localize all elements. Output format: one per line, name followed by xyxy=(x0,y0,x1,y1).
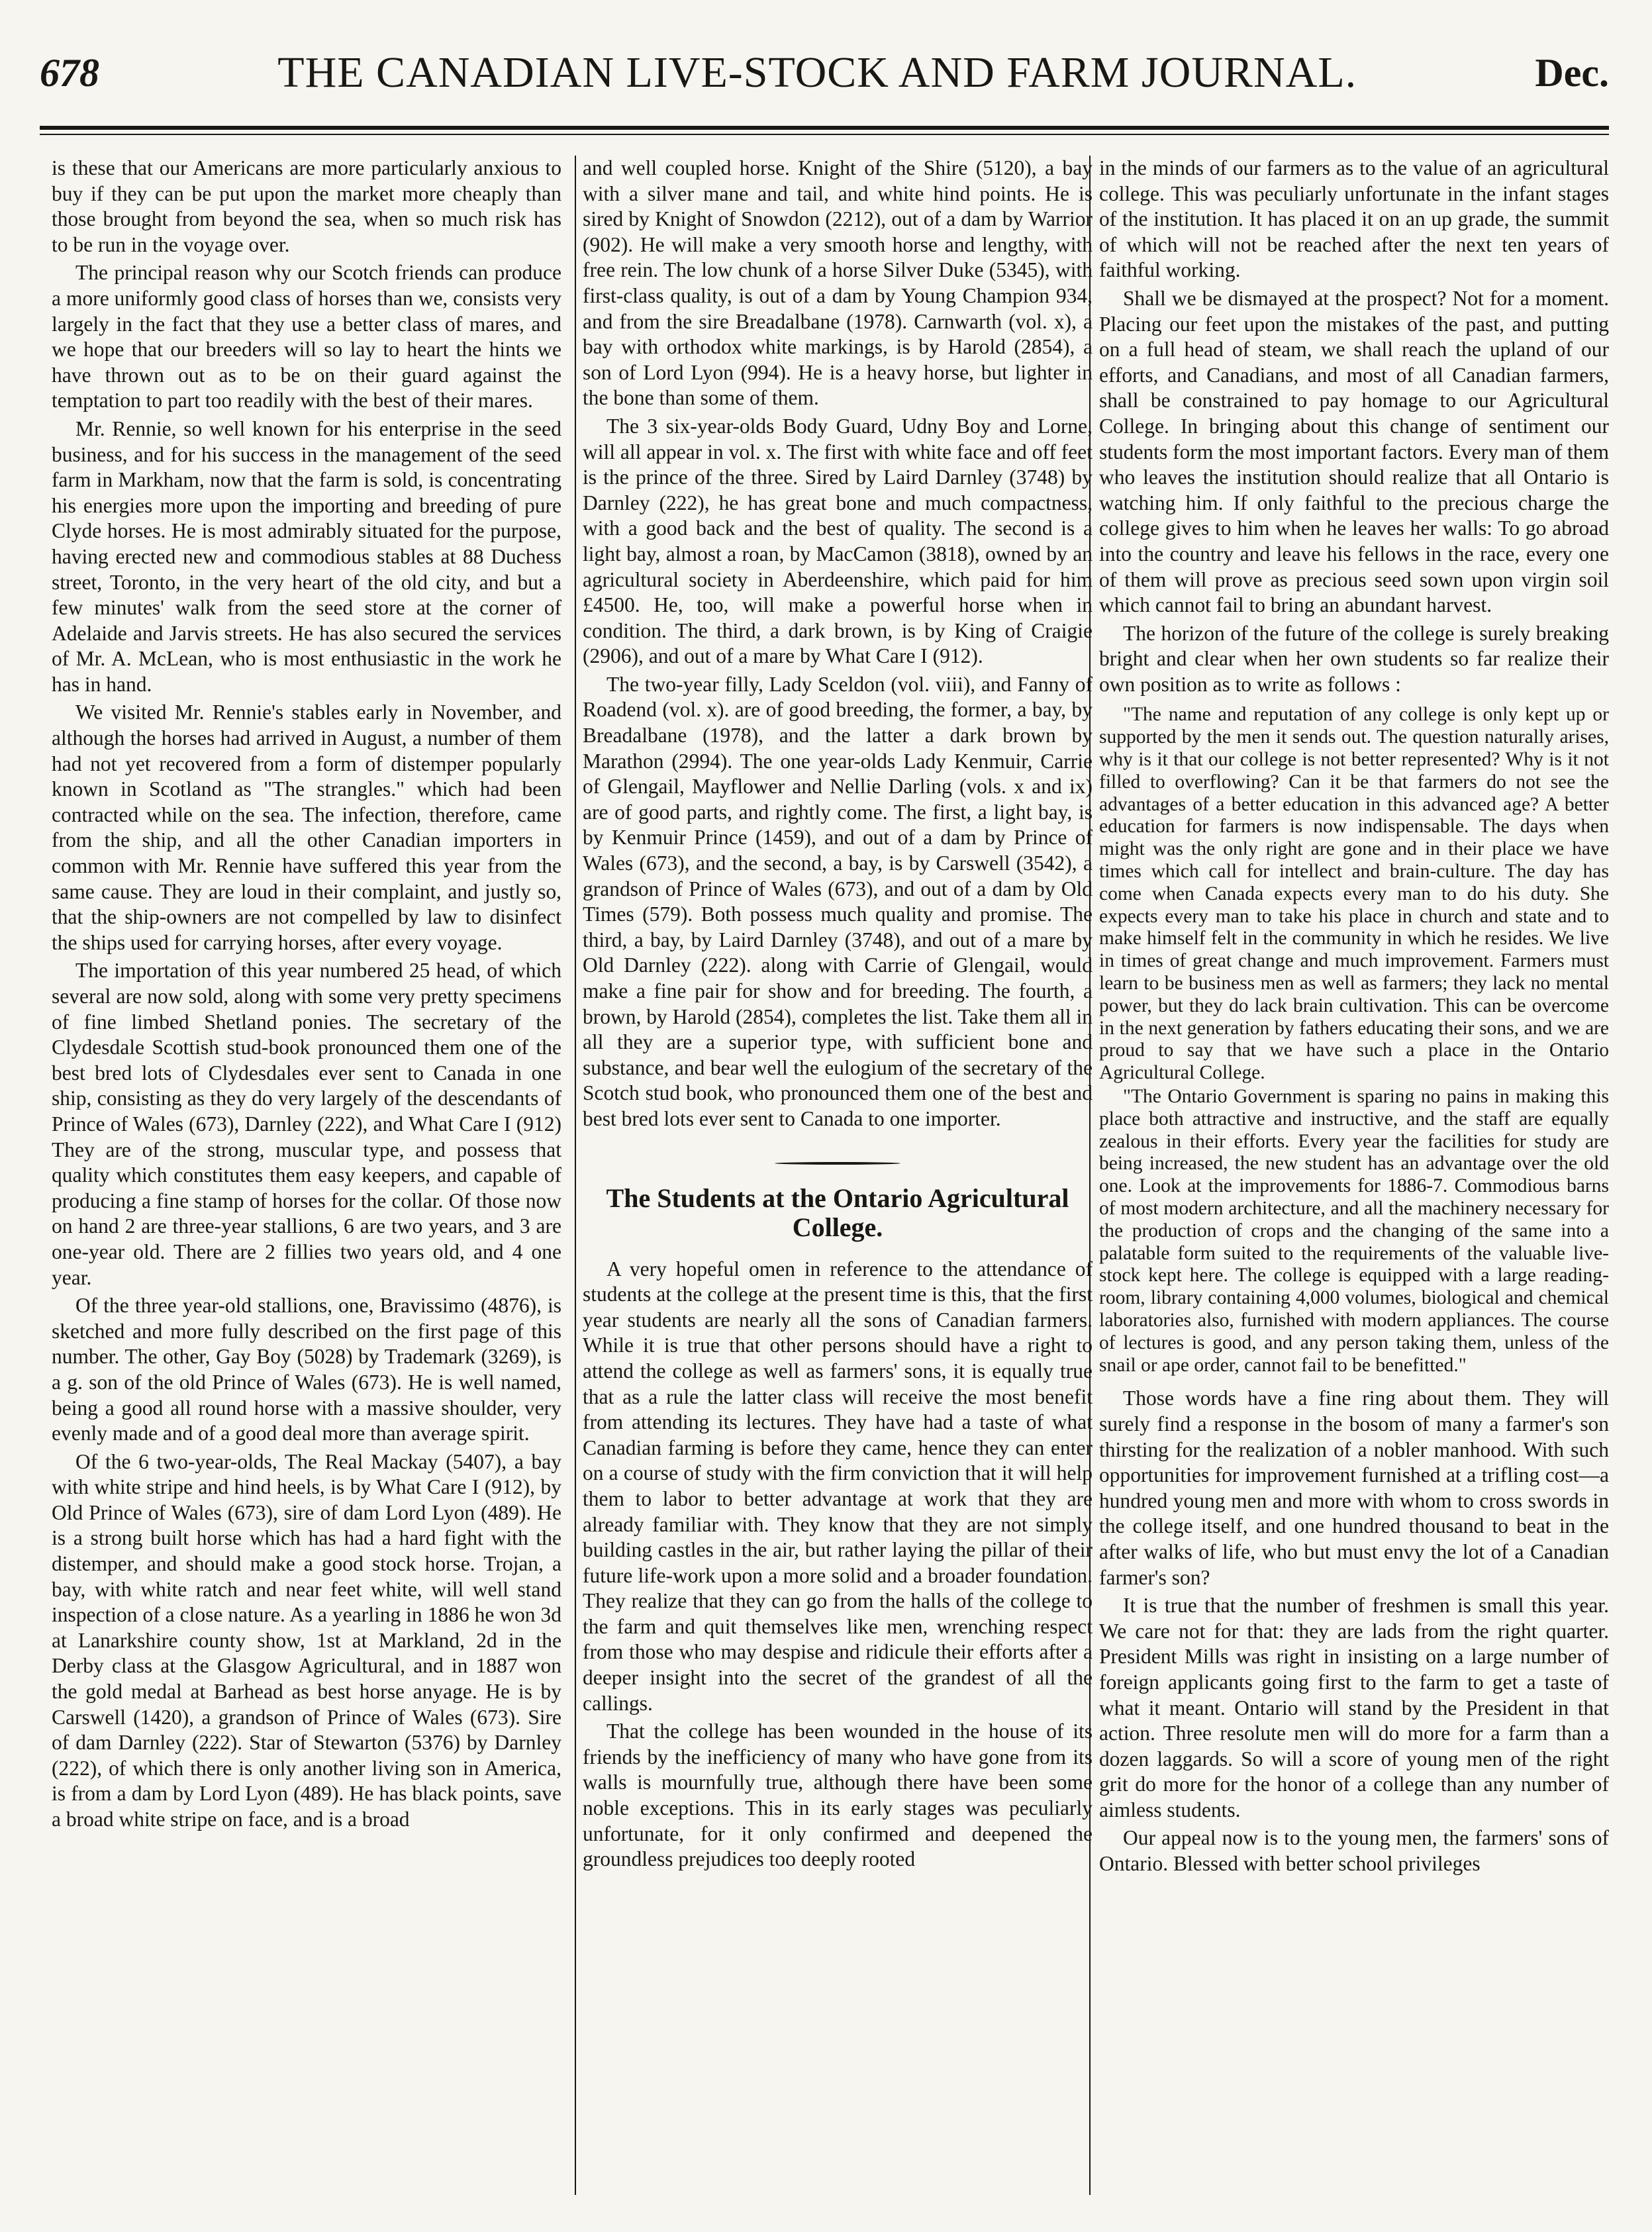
paragraph: Those words have a fine ring about them. They will surely find a response in the bosom of many a farmer's son thirsting for the realization of a nobler manhood. With such opportunities for improvement furnished at a trifling cost—a hundred young men and more with whom to cross swords in the college itself, and one hundred thousand to beat in the after walks of life, who but must envy the lot of a Canadian farmer's son? xyxy=(1099,1386,1609,1589)
paragraph: is these that our Americans are more particularly anxious to buy if they can be put upon the market more cheaply than those brought from beyond the sea, when so much risk has to be run in the voyage over. xyxy=(52,156,561,256)
paragraph: The two-year filly, Lady Sceldon (vol. viii), and Fanny of Roadend (vol. x). are of good breeding, the former, a bay, by Breadalbane (1978), and the latter a dark brown by Marathon (2994). The one year-olds Lady Kenmuir, Carrie of Glengail, Mayflower and Nellie Darling (vols. x and ix) are of good parts, and rightly come. The first, a light bay, is by Kenmuir Prince (1459), and out of a dam by Prince of Wales (673), and the second, a bay, is by Carswell (3542), a grandson of Prince of Wales (673), and out of a dam by Old Times (579). Both possess much quality and promise. The third, a bay, by Laird Darnley (3748), and out of a mare by Old Darnley (222). along with Carrie of Glengail, would make a fine pair for show and for breeding. The fourth, a brown, by Harold (2854), completes the list. Take them all in all they are a superior type, with sufficient bone and substance, and bear well the eulogium of the secretary of the Scotch stud book, who pronounced them one of the best and best bred lots ever sent to Canada to one importer. xyxy=(583,672,1093,1130)
paragraph: The horizon of the future of the college is surely breaking bright and clear when her own students so far realize their own position as to write as follows : xyxy=(1099,621,1609,696)
paragraph: That the college has been wounded in the house of its friends by the inefficiency of many who have gone from its walls is mournfully true, although there have been some noble exceptions. This in its early stages was peculiarly unfortunate, for it only confirmed and deepened the groundless prejudices too deeply rooted xyxy=(583,1720,1093,1871)
paragraph: in the minds of our farmers as to the value of an agricultural college. This was peculiarly unfortunate in the infant stages of the institution. It has placed it on an up grade, the summit of which will not be reached after the next ten years of faithful working. xyxy=(1099,156,1609,282)
paragraph: We visited Mr. Rennie's stables early in November, and although the horses had arrived in August, a number of them had not yet recovered from a form of distemper popularly known in Scotland as "The strangles." which had been contracted while on the sea. The infection, therefore, came from the ship, and all the other Canadian importers in common with Mr. Rennie have suffered this year from the same cause. They are loud in their complaint, and justly so, that the ship-owners are not compelled by law to disinfect the ships used for carrying horses, after every voyage. xyxy=(52,701,561,954)
article-title: The Students at the Ontario Agricultural College. xyxy=(606,1183,1069,1242)
paragraph: The 3 six-year-olds Body Guard, Udny Boy and Lorne, will all appear in vol. x. The first with white face and off feet is the prince of the three. Sired by Laird Darnley (3748) by Darnley (222), he has great bone and much compactness, with a good back and the best of quality. The second is a light bay, almost a roan, by MacCamon (3818), owned by an agricultural society in Aberdeenshire, which paid for him £4500. He, too, will make a powerful horse when in condition. The third, a dark brown, is by King of Craigie (2906), and out of a mare by What Care I (912). xyxy=(583,414,1093,668)
column-divider-1 xyxy=(575,156,576,2195)
column-2 xyxy=(583,156,1093,2195)
issue-month: Dec. xyxy=(1535,50,1609,95)
paragraph: It is true that the number of freshmen is small this year. We care not for that: they are lads from the right quarter. President Mills was right in insisting on a large number of foreign applicants going first to the farm to get a taste of what it meant. Ontario will stand by the President in that action. Three resolute men will do more for a farm than a dozen laggards. So will a score of young men of the right grit do more for the honor of a college than any number of aimless students. xyxy=(1099,1594,1609,1821)
paragraph: Of the three year-old stallions, one, Bravissimo (4876), is sketched and more fully described on the first page of this number. The other, Gay Boy (5028) by Trademark (3269), is a g. son of the old Prince of Wales (673). He is well named, being a good all round horse with a massive shoulder, very evenly made and of a good deal more than average spirit. xyxy=(52,1294,561,1445)
paragraph: A very hopeful omen in reference to the attendance of students at the college at the present time is this, that the first year students are nearly all the sons of Canadian farmers. While it is true that other persons should have a right to attend the college as well as farmers' sons, it is equally true that as a rule the latter class will receive the most benefit from attending its lectures. They have had a taste of what Canadian farming is before they came, hence they can enter on a course of study with the firm conviction that it will help them to labor to better advantage at work that they are already familiar with. They know that they are not simply building castles in the air, but rather laying the pillar of their future life-work upon a more solid and a broader foundation. They realize that they can go from the halls of the college to the farm and quit themselves like men, wrenching respect from those who may despise and ridicule their efforts after a deeper insight into the secret of the grandest of all the callings. xyxy=(583,1257,1093,1715)
paragraph: The importation of this year numbered 25 head, of which several are now sold, along with some very pretty specimens of fine limbed Shetland ponies. The secretary of the Clydesdale Scottish stud-book pronounced them one of the best bred lots of Clydesdales ever sent to Canada in one ship, consisting as they do very largely of the descendants of Prince of Wales (673), Darnley (222), and What Care I (912) They are of the strong, muscular type, and possess that quality which constitutes them easy keepers, and capable of producing a fine stamp of horses for the collar. Of those now on hand 2 are three-year stallions, 6 are two years, and 3 are one-year old. There are 2 fillies two years old, and 4 one year. xyxy=(52,959,561,1289)
paragraph: and well coupled horse. Knight of the Shire (5120), a bay with a silver mane and tail, and white hind points. He is sired by Knight of Snowdon (2212), out of a dam by Warrior (902). He will make a very smooth horse and lengthy, with free rein. The low chunk of a horse Silver Duke (5345), with first-class quality, is out of a dam by Young Champion 934, and from the sire Breadalbane (1978). Carnwarth (vol. x), a bay with orthodox white markings, is by Harold (2854), a son of Lord Lyon (994). He is a heavy horse, but lighter in the bone than some of them. xyxy=(583,156,1093,410)
header-rule-thick xyxy=(40,126,1609,130)
paragraph: Shall we be dismayed at the prospect? Not for a moment. Placing our feet upon the mistakes of the past, and putting on a full head of steam, we shall reach the upland of our efforts, and Canadians, and most of all Canadian farmers, shall be constrained to pay homage to our Agricultural College. In bringing about this change of sentiment our students form the most important factors. Every man of them who leaves the institution should realize that all Ontario is watching him. If only faithful to the precious charge the college gives to him when he leaves her walls: To go abroad into the country and leave his fellows in the race, every one of them will prove as precious seed sown upon virgin soil which cannot fail to bring an abundant harvest. xyxy=(1099,286,1609,617)
paragraph: Of the 6 two-year-olds, The Real Mackay (5407), a bay with white stripe and hind heels, is by What Care I (912), by Old Prince of Wales (673), sire of dam Lord Lyon (489). He is a strong built horse which has had a hard fight with the distemper, and should make a good stock horse. Trojan, a bay, with white ratch and near feet white, will well stand inspection of a close nature. As a yearling in 1886 he won 3d at Lanarkshire county show, 1st at Markland, 2d in the Derby class at the Glasgow Agricultural, and in 1887 won the gold medal at Barhead as best horse anyage. He is by Carswell (1420), a grandson of Prince of Wales (673). Sire of dam Darnley (222). Star of Stewarton (5376) by Darnley (222), of which there is only another living son in America, is from a dam by Lord Lyon (489). He has black points, save a broad white stripe on face, and is a broad xyxy=(52,1449,561,1831)
paragraph: Mr. Rennie, so well known for his enterprise in the seed business, and for his success in the management of the seed farm in Markham, now that the farm is sold, is concentrating his energies more upon the importing and breeding of pure Clyde horses. He is most admirably situated for the purpose, having erected new and commodious stables at 88 Duchess street, Toronto, in the very heart of the old city, and but a few minutes' walk from the seed store at the corner of Adelaide and Jarvis streets. He has also secured the services of Mr. A. McLean, who is most enthusiastic in the work he has in hand. xyxy=(52,416,561,696)
journal-title: THE CANADIAN LIVE-STOCK AND FARM JOURNAL. xyxy=(277,48,1357,97)
header-rule-thin xyxy=(40,134,1609,135)
paragraph: Our appeal now is to the young men, the farmers' sons of Ontario. Blessed with better school privileges xyxy=(1099,1826,1609,1876)
student-quote xyxy=(1099,704,1609,1377)
section-divider-ornament xyxy=(583,1149,1093,1157)
paragraph: The principal reason why our Scotch friends can produce a more uniformly good class of horses than we, consists very largely in the fact that they use a better class of mares, and we hope that our breeders will so lay to heart the hints we have thrown out as to be on their guard against the temptation to part too readily with the best of their mares. xyxy=(52,261,561,412)
column-3 xyxy=(1099,156,1609,2195)
column-1 xyxy=(52,156,561,2195)
quote-paragraph: "The Ontario Government is sparing no pains in making this place both attractive and instructive, and the staff are equally zealous in their efforts. Every year the facilities for study are being increased, the new student has an advantage over the old one. Look at the improvements for 1886-7. Commodious barns of most modern architecture, and all the machinery necessary for the production of crops and the changing of the same into a palatable form suited to the requirements of the valuable live-stock kept here. The college is equipped with a large reading-room, library containing 4,000 volumes, biological and chemical laboratories also, furnished with modern appliances. The course of lectures is good, and any person taking them, unless of the snail or ape order, cannot fail to be benefitted." xyxy=(1099,1086,1609,1376)
page-header xyxy=(40,36,1609,109)
page-number: 678 xyxy=(40,50,99,95)
quote-paragraph: "The name and reputation of any college is only kept up or supported by the men it sends out. The question naturally arises, why is it that our college is not better represented? Why is it not filled to overflowing? Can it be that farmers do not see the advantages of a better education in this advanced age? A better education for farmers is now indispensable. The days when might was the only right are gone and in their place we have times which call for intellect and brain-culture. The day has come when Canada expects every man to do his duty. She expects every man to take his place in church and state and to make himself felt in the community in which he resides. We live in times of great change and much improvement. Farmers must learn to be business men as well as farmers; they lack no mental power, but they do lack brain cultivation. This can be overcome in the next generation by fathers educating their sons, and we are proud to say that we have such a place in the Ontario Agricultural College. xyxy=(1099,704,1609,1084)
